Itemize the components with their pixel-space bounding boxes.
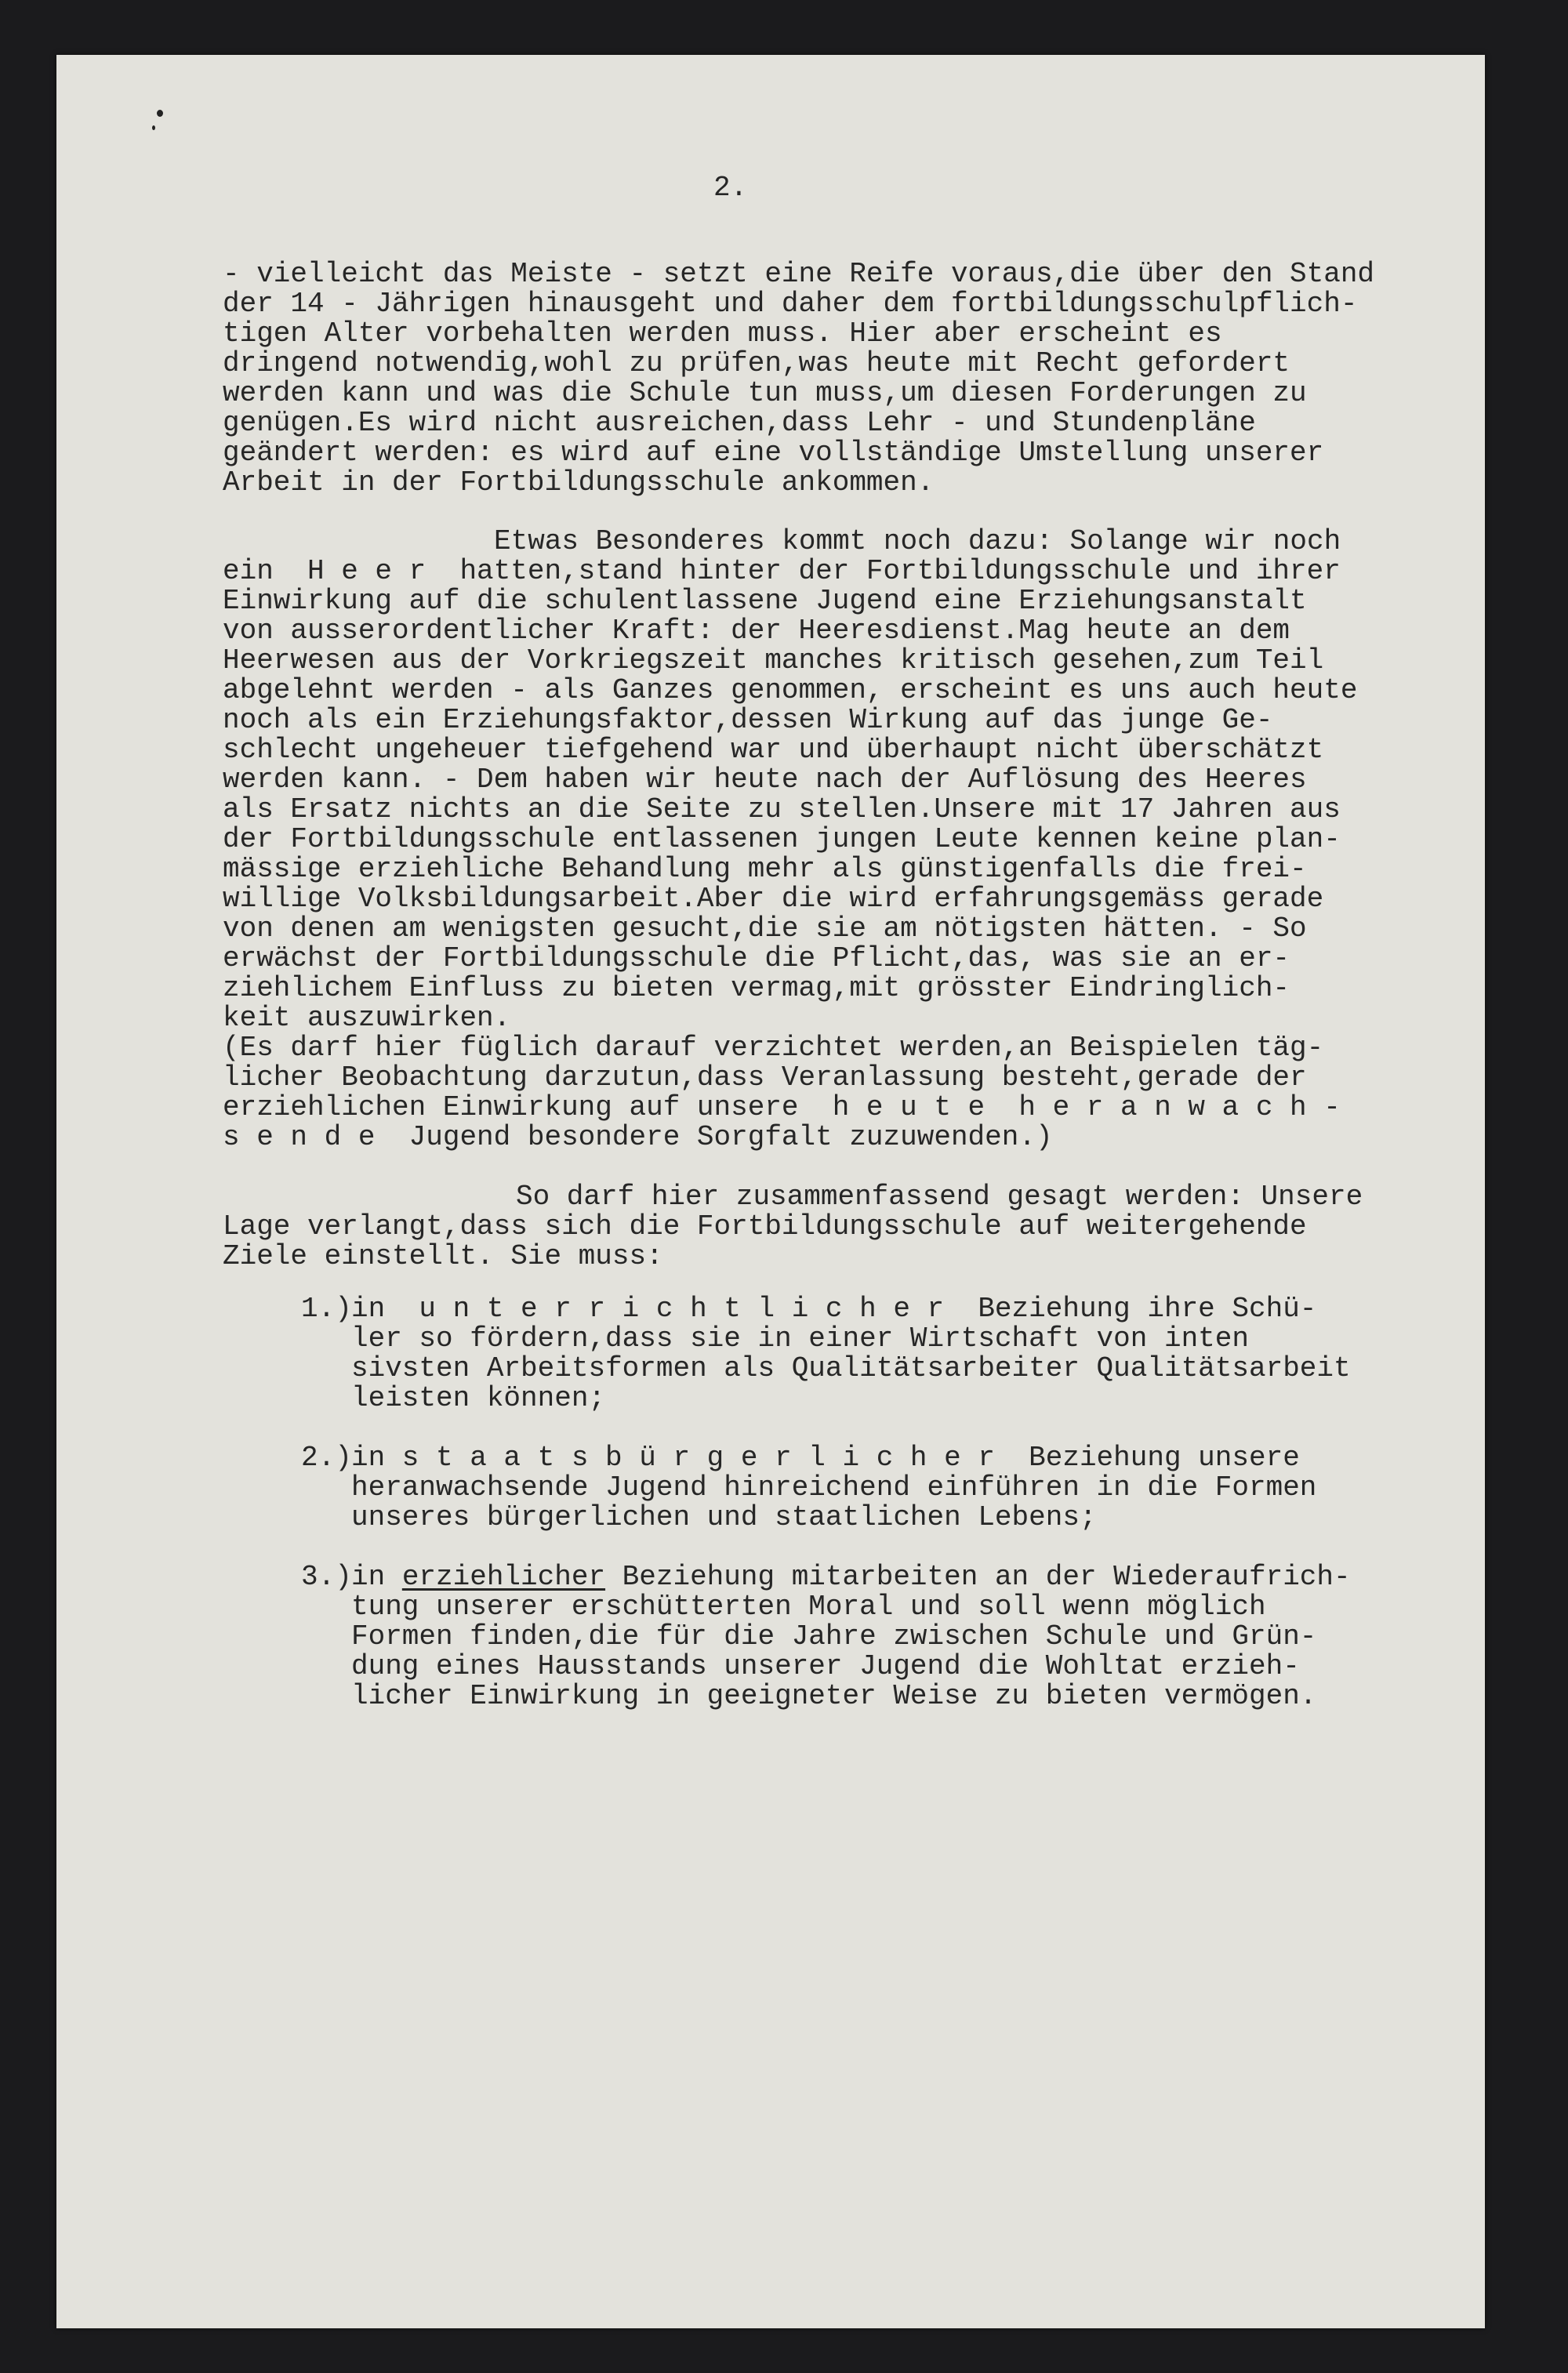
text-line: der 14 - Jährigen hinausgeht und daher dem fortbildungsschulpflich- [223,288,1358,320]
text-line: So darf hier zusammenfassend gesagt werden: Unsere [516,1181,1363,1213]
text-line: erziehlichen Einwirkung auf unsere h e u t e h e r a n w a c h - [223,1091,1341,1123]
text-line: von denen am wenigsten gesucht,die sie am nötigsten hätten. - So [223,913,1307,945]
text-line [351,1563,1351,1591]
text-line: Etwas Besonderes kommt noch dazu: Solange wir noch [494,525,1341,557]
text-line: Heerwesen aus der Vorkriegszeit manches kritisch gesehen,zum Teil [223,644,1324,677]
text-line: noch als ein Erziehungsfaktor,dessen Wirkung auf das junge Ge- [223,704,1273,736]
text-line: erwächst der Fortbildungsschule die Pflicht,das, was sie an er- [223,942,1290,974]
text-line: sivsten Arbeitsformen als Qualitätsarbeiter Qualitätsarbeit [351,1352,1351,1384]
text-line: ein H e e r hatten,stand hinter der Fortbildungsschule und ihrer [223,555,1341,587]
text-line: Arbeit in der Fortbildungsschule ankommen. [223,466,935,499]
text-line: schlecht ungeheuer tiefgehend war und überhaupt nicht überschätzt [223,734,1324,766]
text-line: tigen Alter vorbehalten werden muss. Hier aber erscheint es [223,317,1222,350]
text-line: licher Beobachtung darzutun,dass Veranlassung besteht,gerade der [223,1061,1307,1094]
text-line: dringend notwendig,wohl zu prüfen,was heute mit Recht gefordert [223,347,1290,379]
item-number: 3.) [301,1561,352,1593]
text-line: Ziele einstellt. Sie muss: [223,1240,663,1272]
text-line: leisten können; [351,1382,606,1414]
text-line: der Fortbildungsschule entlassenen jungen Leute kennen keine plan- [223,823,1341,855]
text-line: (Es darf hier füglich darauf verzichtet werden,an Beispielen täg- [223,1032,1324,1064]
text-line: s e n d e Jugend besondere Sorgfalt zuzuwenden.) [223,1121,1053,1153]
text-line: Einwirkung auf die schulentlassene Jugend eine Erziehungsanstalt [223,585,1307,617]
text-line: Lage verlangt,dass sich die Fortbildungsschule auf weitergehende [223,1210,1307,1243]
text-line: willige Volksbildungsarbeit.Aber die wird erfahrungsgemäss gerade [223,883,1324,915]
text-line: ler so fördern,dass sie in einer Wirtschaft von inten [351,1323,1249,1355]
text-line: unseres bürgerlichen und staatlichen Lebens; [351,1501,1097,1533]
text-line: - vielleicht das Meiste - setzt eine Reife voraus,die über den Stand [223,258,1375,290]
text-line: geändert werden: es wird auf eine vollständige Umstellung unserer [223,437,1324,469]
text-line: von ausserordentlicher Kraft: der Heeresdienst.Mag heute an dem [223,615,1290,647]
underlined-word: erziehlicher [401,1561,606,1593]
ink-speck [157,110,163,117]
page-number: 2. [713,172,748,204]
item-prefix: in [351,1561,402,1593]
text-line: ziehlichem Einfluss zu bieten vermag,mit grösster Eindringlich- [223,972,1290,1004]
item-number: 1.) [301,1293,352,1325]
text-line: werden kann und was die Schule tun muss,um diesen Forderungen zu [223,377,1307,409]
text-line: genügen.Es wird nicht ausreichen,dass Lehr - und Stundenpläne [223,407,1256,439]
text-line: tung unserer erschütterten Moral und soll wenn möglich [351,1591,1266,1623]
text-line: heranwachsende Jugend hinreichend einführen in die Formen [351,1471,1317,1504]
text-line: werden kann. - Dem haben wir heute nach der Auflösung des Heeres [223,764,1307,796]
item-number: 2.) [301,1442,352,1474]
ink-speck [152,125,155,130]
text-line: als Ersatz nichts an die Seite zu stellen.Unsere mit 17 Jahren aus [223,793,1341,825]
text-line: licher Einwirkung in geeigneter Weise zu bieten vermögen. [351,1680,1317,1712]
text-line: dung eines Hausstands unserer Jugend die Wohltat erzieh- [351,1650,1300,1682]
text-line: in s t a a t s b ü r g e r l i c h e r Beziehung unsere [351,1442,1300,1474]
item-text: Beziehung mitarbeiten an der Wiederaufrich- [605,1561,1351,1593]
document-page [56,55,1485,2328]
text-line: mässige erziehliche Behandlung mehr als günstigenfalls die frei- [223,853,1307,885]
text-line: Formen finden,die für die Jahre zwischen Schule und Grün- [351,1620,1317,1653]
text-line: keit auszuwirken. [223,1002,511,1034]
text-line: abgelehnt werden - als Ganzes genommen, erscheint es uns auch heute [223,674,1358,706]
text-line: in u n t e r r i c h t l i c h e r Beziehung ihre Schü- [351,1293,1317,1325]
